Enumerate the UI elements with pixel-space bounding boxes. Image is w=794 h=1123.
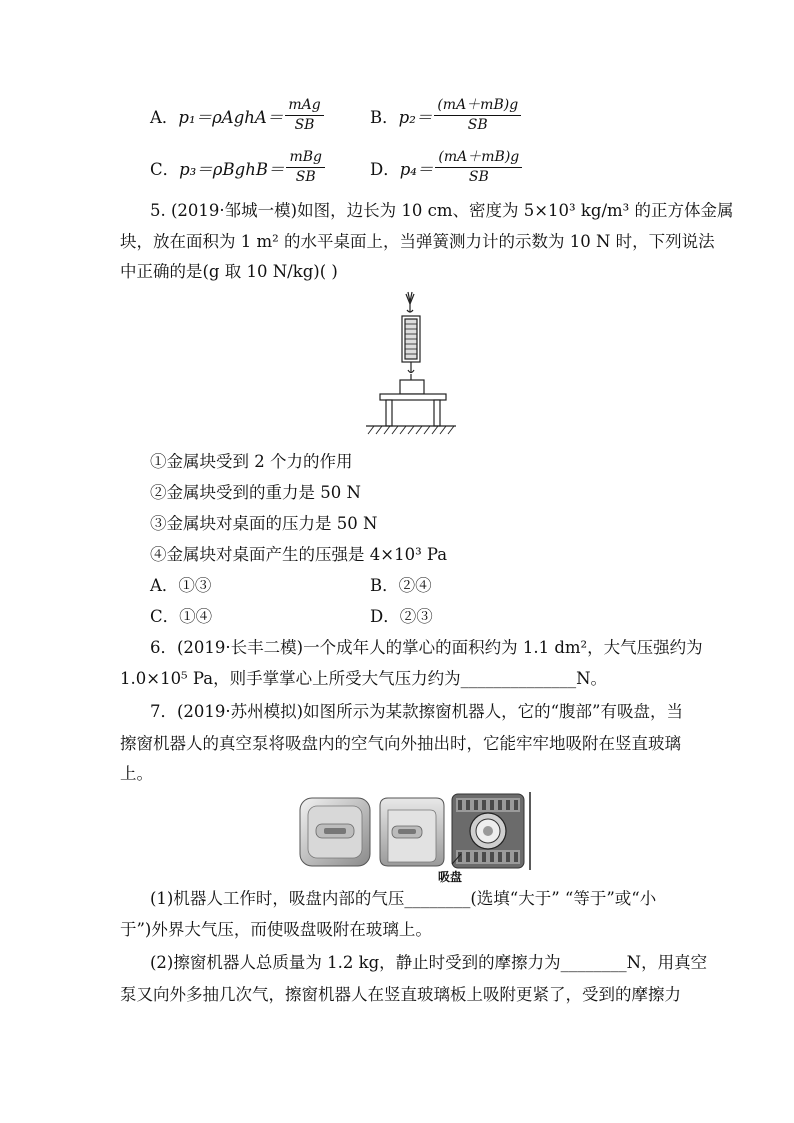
q5-text-line-1: 5. (2019·邹城一模)如图，边长为 10 cm、密度为 5×10³ kg/m³ 的正方体金属 — [150, 201, 734, 220]
q4-option-d-label: D． — [370, 159, 400, 179]
q7-sub1-line-2: 于”)外界大气压，而使吸盘吸附在玻璃上。 — [120, 920, 432, 939]
q4-option-d-lhs: p₄＝ — [399, 159, 434, 179]
q4-option-a-fraction — [285, 98, 323, 134]
q4-option-a — [150, 98, 324, 134]
q7-text-line-3: 上。 — [120, 764, 153, 783]
q5-statement-1: ①金属块受到 2 个力的作用 — [150, 452, 353, 471]
q5-statement-3: ③金属块对桌面的压力是 50 N — [150, 514, 378, 533]
q4-option-c — [150, 150, 325, 186]
q4-option-b-label: B． — [370, 107, 399, 127]
robot-bottom-view-image — [452, 794, 524, 868]
q7-sub2-line-2: 泵又向外多抽几次气，擦窗机器人在竖直玻璃板上吸附更紧了，受到的摩擦力 — [120, 985, 681, 1004]
q4-option-c-numerator: mBg — [286, 150, 325, 168]
q7-text-line-1: 7．(2019·苏州模拟)如图所示为某款擦窗机器人，它的“腹部”有吸盘，当 — [150, 702, 683, 721]
suction-cup-label: 吸盘 — [438, 870, 463, 884]
q4-option-c-denominator: SB — [295, 169, 316, 186]
q6-text-line-2: 1.0×10⁵ Pa，则手掌掌心上所受大气压力约为______________N。 — [120, 669, 608, 688]
q5-text-line-2: 块，放在面积为 1 m² 的水平桌面上，当弹簧测力计的示数为 10 N 时，下列说法 — [120, 232, 715, 251]
q7-sub2-line-1: (2)擦窗机器人总质量为 1.2 kg，静止时受到的摩擦力为________N，用真空 — [150, 953, 708, 972]
q7-sub1-line-1: (1)机器人工作时，吸盘内部的气压________(选填“大于” “等于”或“小 — [150, 889, 657, 908]
q4-option-b-lhs: p₂＝ — [398, 107, 433, 127]
q4-option-a-lhs: p₁＝ρAghA＝ — [178, 107, 284, 127]
q4-option-c-fraction — [286, 150, 325, 186]
q4-option-a-denominator: SB — [294, 117, 315, 134]
q4-option-b-denominator: SB — [467, 117, 488, 134]
q5-option-b: B．②④ — [370, 576, 432, 595]
q5-text-line-3: 中正确的是(g 取 10 N/kg)( ) — [120, 262, 338, 281]
q5-statement-4: ④金属块对桌面产生的压强是 4×10³ Pa — [150, 545, 448, 564]
q7-text-line-2: 擦窗机器人的真空泵将吸盘内的空气向外抽出时，它能牢牢地吸附在竖直玻璃 — [120, 734, 681, 753]
q4-option-d-denominator: SB — [468, 169, 489, 186]
q5-statement-2: ②金属块受到的重力是 50 N — [150, 483, 361, 502]
q6-text-line-1: 6．(2019·长丰二模)一个成年人的掌心的面积约为 1.1 dm²，大气压强约为 — [150, 638, 703, 657]
q4-option-b-numerator: (mA＋mB)g — [434, 98, 521, 116]
q4-option-a-numerator: mAg — [285, 98, 323, 116]
q4-option-d-fraction — [435, 150, 522, 186]
q4-option-b-fraction — [434, 98, 521, 134]
q4-option-c-label: C． — [150, 159, 180, 179]
q5-option-d: D．②③ — [370, 607, 433, 626]
q4-option-b — [370, 98, 521, 134]
q5-option-a: A．①③ — [150, 576, 212, 595]
q4-option-a-label: A． — [150, 107, 179, 127]
window-robot-figure — [296, 792, 536, 874]
robot-angled-view-image — [380, 798, 444, 866]
q4-option-c-lhs: p₃＝ρBghB＝ — [179, 159, 285, 179]
q4-option-d — [370, 150, 522, 186]
q4-option-d-numerator: (mA＋mB)g — [435, 150, 522, 168]
q5-option-c: C．①④ — [150, 607, 213, 626]
spring-scale-table-figure — [360, 288, 460, 440]
robot-front-view-image — [300, 798, 370, 866]
